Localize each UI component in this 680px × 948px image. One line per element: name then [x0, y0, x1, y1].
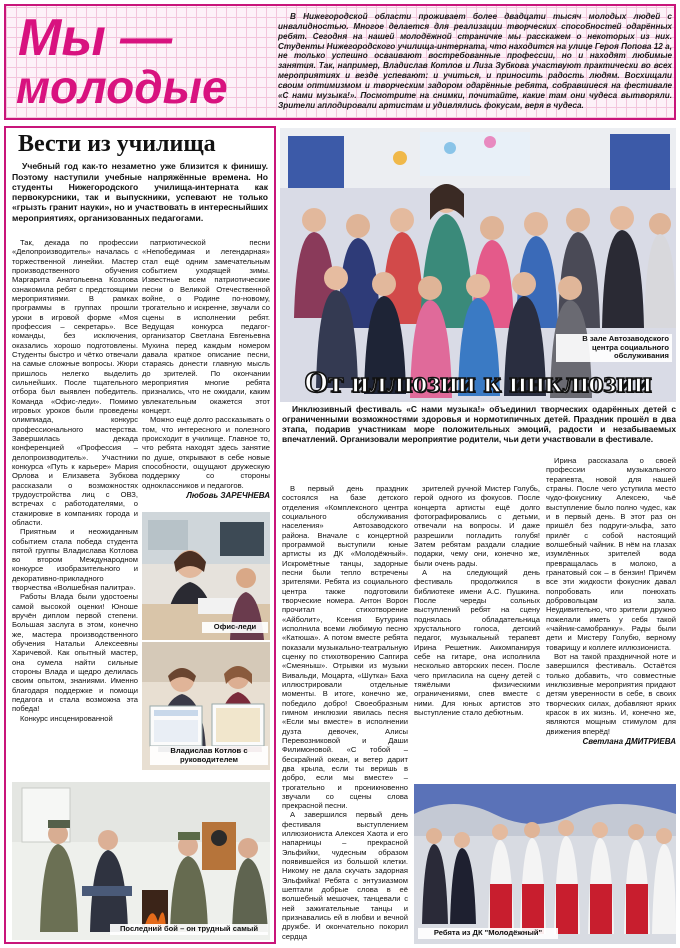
photo-office-ladies	[142, 512, 270, 640]
article-column-1	[12, 238, 138, 780]
paragraph: Работы Влада были удостоены самой высокой оценки! Юноше вручён диплом первой степени. Большая заслуга в этом, конечно же, мастера производственного обучения Натальи Алексеевны Харичевой. Как опытный мастер, она сумела найти сильные стороны Влада и щедро делилась своим опытом, знаниями. Именно благодаря поддержке и помощи педагога и стала возможна эта победа!	[12, 592, 138, 714]
paragraph: Конкурс инсценированной	[20, 713, 113, 723]
section-logo	[14, 8, 276, 120]
article-column-2	[142, 238, 270, 528]
paragraph: Можно ещё долго рассказывать о том, что интересного и полезного происходит в училище. Главное то, что ребята находят здесь занятие по душе, открывают в себе новые способности, ощущают дружескую поддержку со стороны одноклассников и педагогов.	[142, 415, 270, 490]
article-school-news	[4, 126, 276, 944]
article-lead: Инклюзивный фестиваль «С нами музыка!» объединил творческих одарённых детей с ограниченными возможностями здоровья и нормотипичных детей. Праздник прошёл в два этапа, подарив участникам море положительных эмоций, радости и незабываемых впечатлений. Организовали мероприятие родители, чьи дети участвовали в фестивале.	[282, 404, 676, 445]
photo-festival-hall	[280, 128, 676, 402]
photo-last-battle	[12, 782, 270, 940]
paragraph: Так, декада по профессии «Делопроизводитель» началась с торжественной линейки. Мастер производственного обучения Маргарита Анатольевна Козлова ознакомила ребят с предстоящими мероприятиями. В рамках программы в группах прошли уроки в игровой форме «Моя профессия – секретарь». Все команды, без исключения, оказались хорошо подготовлены. Студенты быстро и чётко отвечали на самые сложные вопросы. Жюри пришлось нелегко выделить сильнейших. После тщательного отбора был выявлен победитель. Команда «Офис-леди». Помимо игровых уроков были проведены олимпиада, конкурс профессионального мастерства. Завершилась декада конференцией «Профессия – делопроизводитель». Участники конкурса «Путь к карьере» Мария Орлова и Елизавета Зубкова рассказали о возможностях трудоустройства лиц с ОВЗ, встречах с работодателями, о стажировке в компаниях города и области.	[12, 238, 138, 527]
paragraph: В первый день праздник состоялся на базе детского отделения «Комплексного центра социального обслуживания населения» Автозаводского района. Вначале с концертной программой выступили юные артисты из ДК «Молодёжный». Искромётные танцы, задорные песни были тепло встречены зрителями. Ребята из социального центра также подготовили творческие номера. Антон Ворон прочитал стихотворение «Айболит», Ксения Бутурина исполнила всеми любимую песню «Катюша». А потом вместе ребята показали музыкально-театральную сценку по стихотворению Сапгира «Смеяныш». Отрывки из музыки Вивальди, Моцарта, «Шутка» Баха иллюстрировали отдельные моменты. В итоге, конечно же, победило добро! Своеобразным гимном инклюзии явилась песня «Если мы вместе» в исполнении дузта девочек, Алисы Перевозниковой и Даши Филимоновой. «С тобой – бескрайний океан, и ветер дарит два крыла, если ты веришь в добро, если мы вместе» – трогательно и проникновенно звучали со сцены слова прекрасной песни.	[282, 484, 408, 811]
paragraph: А завершился первый день фестиваля выступлением иллюзиониста Алексея Хаота и его напарницы – прекрасной Эльфийки, чудесным образом появившейся из большой клетки. Никому не дала скучать задорная Эльфийка! Ребята с энтузиазмом шептали добрые слова в её волшебный мешочек, танцевали с ней зажигательные танцы и признавались ей в любви и вечной дружбе. И окончательно покорил сердца	[282, 810, 408, 941]
author-signature: Любовь ЗАРЕЧНЕВА	[186, 490, 270, 500]
photo-caption: Последний бой – он трудный самый	[110, 924, 268, 935]
logo-line-2: молодые	[16, 61, 228, 113]
office-photo-image	[142, 512, 270, 640]
photo-caption: Офис-леди	[202, 622, 268, 633]
photo-caption: Владислав Котлов с руководителем	[150, 746, 268, 765]
paragraph: А на следующий день фестиваль продолжился в библиотеке имени А.С. Пушкина. После череды сольных выступлений ребят на сцену поднялась обладательница хрустального голоса, детский педагог, музыкальный терапевт Ирина Решетник. Аккомпанируя себе на гитаре, она исполнила несколько авторских песен. После чего пригласила на сцену детей с тяжёлыми физическими ограничениями, спев вместе с ними. Для юных артистов это выступление стало дебютным.	[414, 567, 540, 717]
logo-line-1: Мы —	[18, 9, 173, 67]
article-title: От иллюзии к инклюзии	[304, 364, 652, 399]
article-column-3	[546, 456, 676, 786]
paragraph: Ирина рассказала о своей профессии музыкального терапевта, новой для нашей страны. После чего уступила место чудо-фокуснику Алексею, чьё выступление было полно чудес, как и в первый день. В этот раз он пришёл без подруги-эльфа, зато прилёг с собой настоящий волшебный чайник. В нём на глазах изумлённых зрителей вода превращалась в молоко, а гранатовый сок – в бензин! Причём все эти жидкости фокусник давал попробовать или понюхать добровольцам из зала. Неудивительно, что зрители дружно пожелали иметь у себя такой «чайник-самобранку». Рады были дети и Мистеру Голубю, верному товарищу и коллеге иллюзиониста.	[546, 456, 676, 652]
article-title: Вести из училища	[18, 131, 216, 157]
photo-kotlov	[142, 642, 270, 770]
paragraph: патриотической песни «Непобедимая и легендарная» стал ещё одним замечательным событием уходящей зимы. Известные всем патриотические песни о Великой Отечественной войне, о Родине по-новому, трогательно и искренне, звучали со сцены в исполнении ребят. Ведущая конкурса педагог-организатор Светлана Евгеньевна Мухина перед каждым номером давала краткое описание песни, стараясь донести главную мысль до зрителей. По окончании мероприятия многие ребята признались, что не ожидали, каким увлекательным окажется этот концерт.	[142, 238, 270, 415]
photo-caption: Ребята из ДК "Молодёжный"	[418, 928, 558, 939]
battle-photo-image	[12, 782, 270, 940]
photo-caption: В зале Автозаводского центра социального обслуживания	[556, 334, 672, 362]
photo-dk-molodezhny	[414, 784, 676, 944]
author-signature: Светлана ДМИТРИЕВА	[582, 736, 676, 746]
dancers-photo-image	[414, 784, 676, 944]
article-column-1	[282, 484, 408, 944]
paragraph: зрителей ручной Мистер Голубь, герой одного из фокусов. После концерта артисты ещё долго фотографировались с детьми, отвечали на вопросы. И даже разрешили погладить голубя! Затем ребятам раздали сладкие подарки, чему они, конечно же, были очень рады.	[414, 484, 540, 568]
section-intro: В Нижегородской области проживает более двадцати тысяч молодых людей с инвалидностью. Многое делается для реализации творческих способностей одарённых ребят. Сегодня на нашей молодёжной страничке мы расскажем о некоторых из них. Студенты Нижегородского училища-интерната, что находится на улице Героя Попова 12 а, не только успешно осваивают востребованные профессии, но и находят любимые занятия. Так, например, Владислав Котлов и Лиза Зубкова участвуют практически во всех мероприятиях и везде успевают: и учиться, и приносить радость людям. Восхищали своим оптимизмом и творческим задором одарённые ребята, собравшиеся на фестивале «С нами музыка!». Посмотрите на снимки, почитайте, какие там они чудеса вытворяли. Зрители аплодировали артистам и удивлялись фокусам, веря в чудеса.	[278, 12, 672, 110]
paragraph: Вот на такой праздничной ноте и завершился фестиваль. Остаётся только добавить, что совместные инклюзивные мероприятия придают детям уверенности в себе, в своих творческих силах, добавляют ярких красок в их жизнь. И, конечно же, являются мощным стимулом для движения вперёд!	[546, 651, 676, 736]
article-lead: Учебный год как-то незаметно уже близится к финишу. Поэтому наступили учебные напряжённые времена. Но студенты Нижегородского училища-интерната как первокурсники, так и выпускники, успевают не только «грызть гранит науки», но и участвовать в интересныйших мероприятиях, организованных педагогами.	[12, 161, 268, 223]
page-header	[4, 4, 676, 120]
paragraph: Приятным и неожиданным событием стала победа студента пятой группы Владислава Котлова во втором Международном конкурсе изобразительного и декоративно-прикладного творчества «Волшебная палитра».	[12, 527, 138, 593]
article-column-2	[414, 484, 540, 784]
